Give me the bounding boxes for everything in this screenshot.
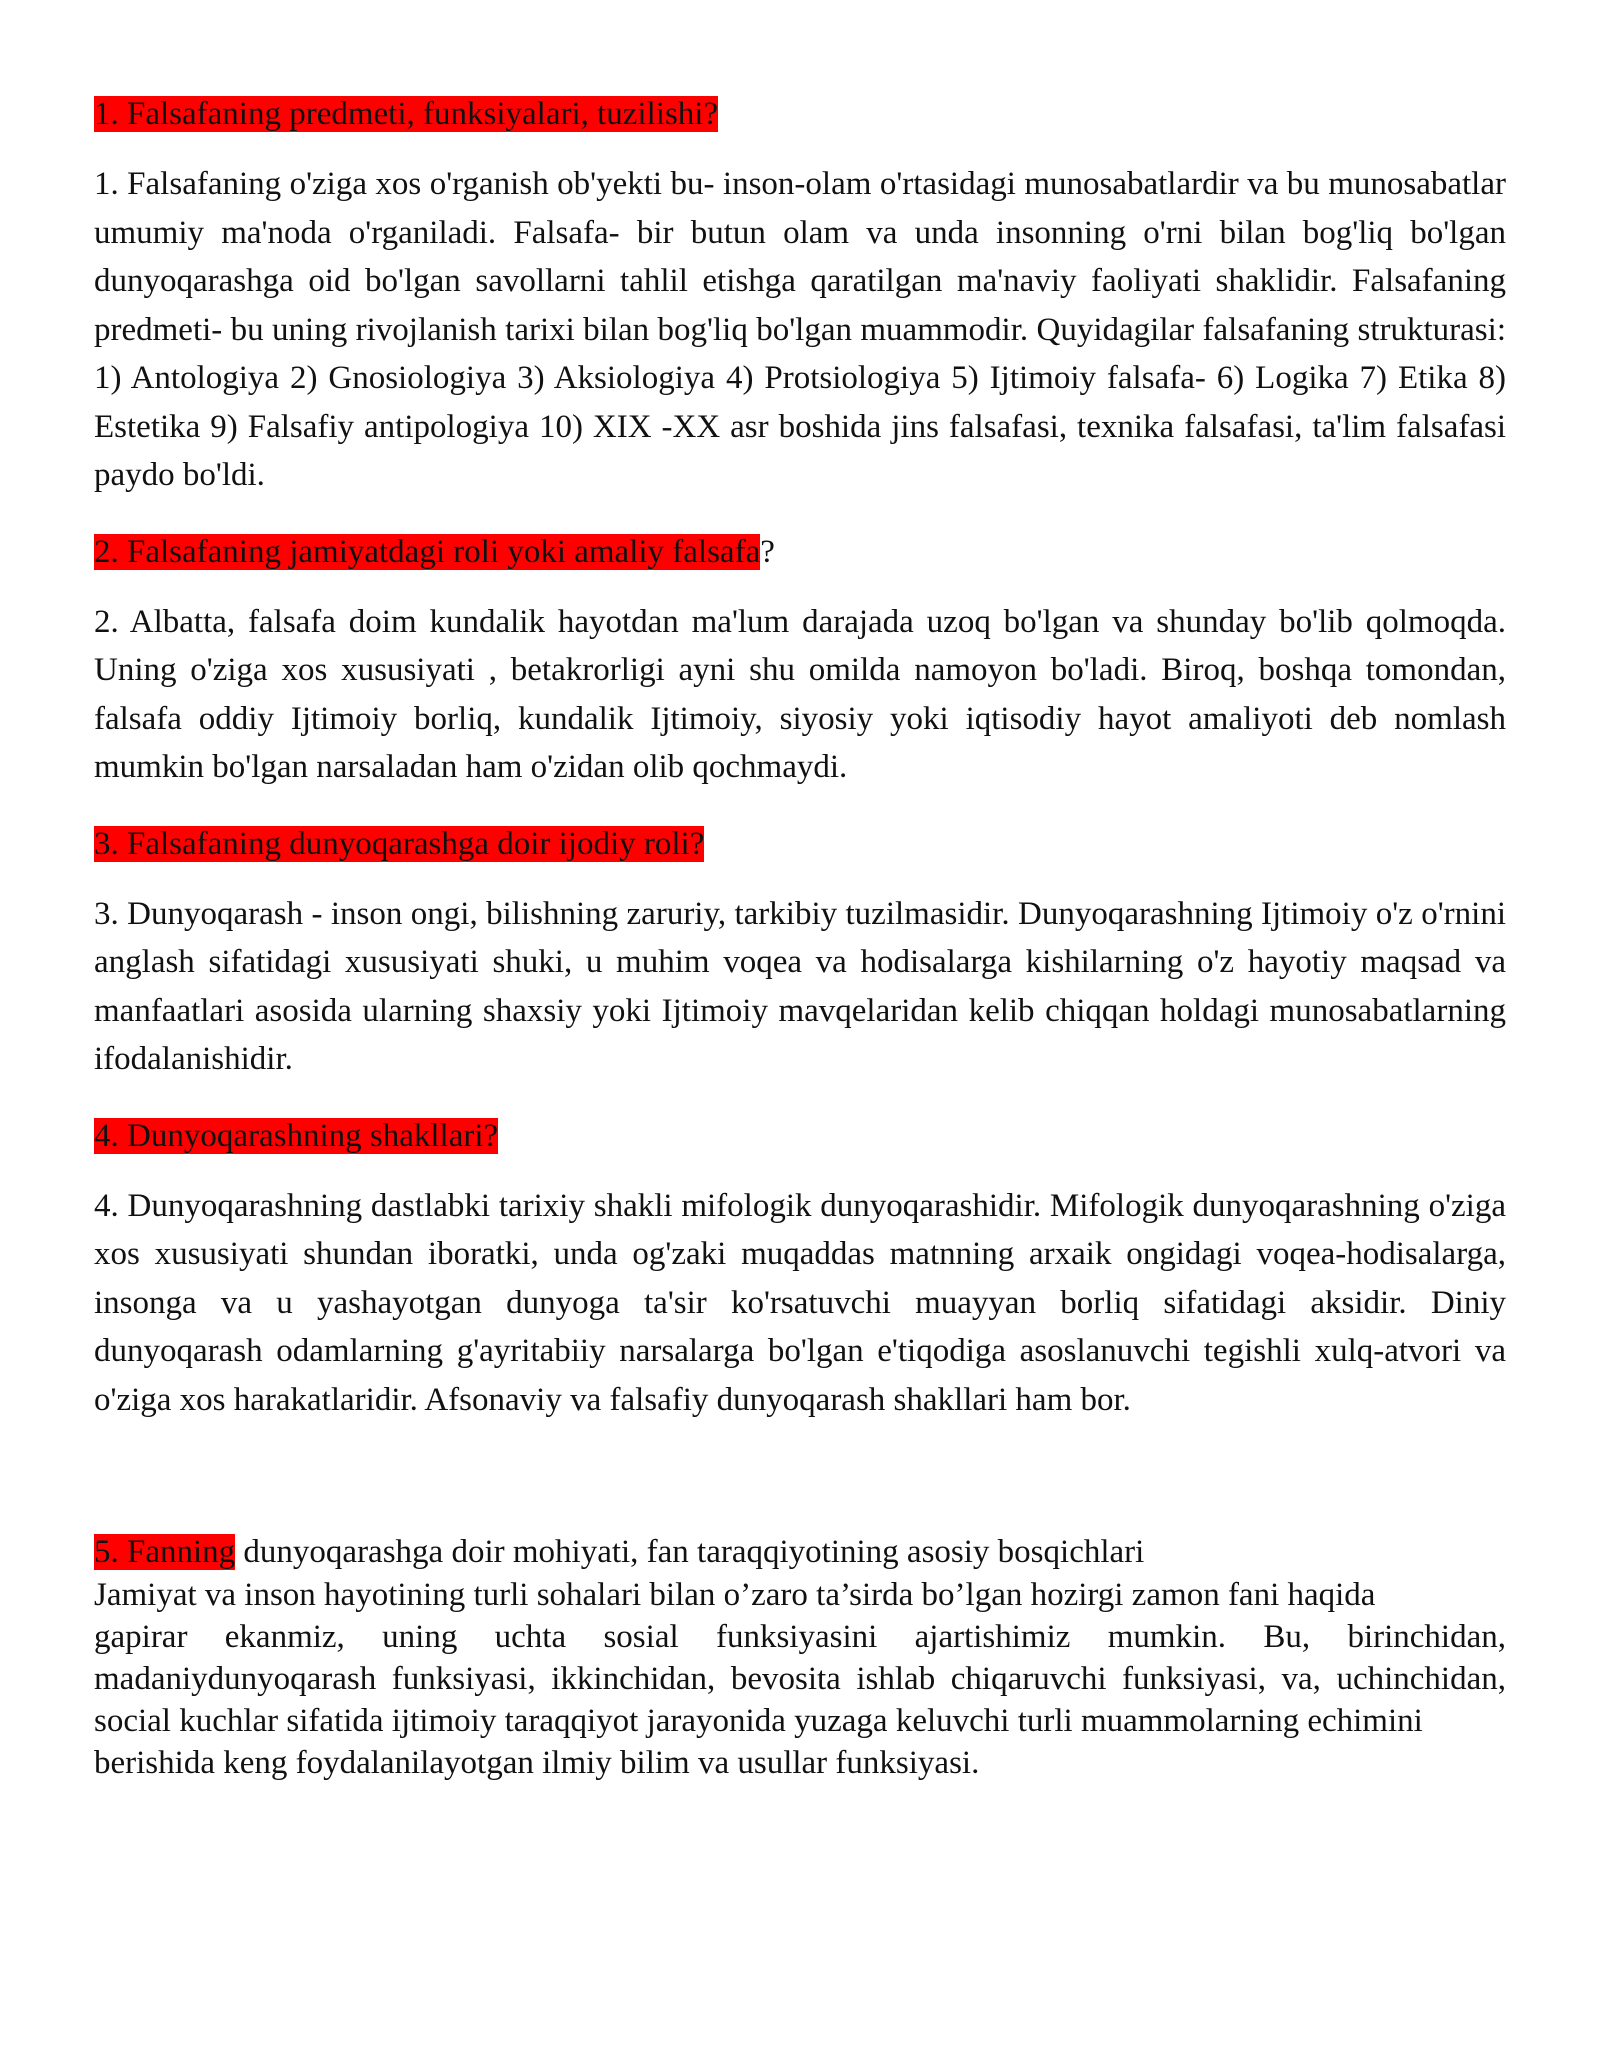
section-1-body: 1. Falsafaning o'ziga xos o'rganish ob'yekti bu- inson-olam o'rtasidagi munosabatlardir va bu munosabatlar umumiy ma'noda o'rganiladi. Falsafa- bir butun olam va unda insonning o'rni bilan bog'liq bo'lgan dunyoqarashga oid bo'lgan savollarni tahlil etishga qaratilgan ma'naviy faoliyati shaklidir. Falsafaning predmeti- bu uning rivojlanish tarixi bilan bog'liq bo'lgan muammodir. Quyidagilar falsafaning strukturasi: 1) Antologiya 2) Gnosiologiya 3) Aksiologiya 4) Protsiologiya 5) Ijtimoiy falsafa- 6) Logika 7) Etika 8) Estetika 9) Falsafiy antipologiya 10) XIX -XX asr boshida jins falsafasi, texnika falsafasi, ta'lim falsafasi paydo bo'ldi. xyxy=(94,166,1506,493)
section-3-heading xyxy=(94,822,1506,866)
section-1-heading xyxy=(94,92,1506,136)
highlighted-heading-text: 3. Falsafaning dunyoqarashga doir ijodiy roli? xyxy=(94,825,705,862)
section-4-heading xyxy=(94,1114,1506,1158)
section-5-line-2: gapirar ekanmiz, uning uchta sosial funksiyasini ajartishimiz mumkin. Bu, birinchidan, madaniydunyoqarash funksiyasi, ikkinchidan, bevosita ishlab chiqaruvchi funksiyasi, va, uchinchidan, social kuchlar sifatida ijtimoiy taraqqiyot jarayonida yuzaga keluvchi turli muammolarning echimini xyxy=(94,1619,1506,1739)
section-2-heading xyxy=(94,530,1506,574)
highlighted-heading-text: 2. Falsafaning jamiyatdagi roli yoki amaliy falsafa xyxy=(94,533,761,570)
highlighted-heading-text: 4. Dunyoqarashning shakllari? xyxy=(94,1117,499,1154)
section-5-line-3: berishida keng foydalanilayotgan ilmiy bilim va usullar funksiyasi. xyxy=(94,1745,980,1781)
section-4-body: 4. Dunyoqarashning dastlabki tarixiy shakli mifologik dunyoqarashidir. Mifologik dunyoqarashning o'ziga xos xususiyati shundan iboratki, unda og'zaki muqaddas matnning arxaik ongidagi voqea-hodisalarga, insonga va u yashayotgan dunyoga ta'sir ko'rsatuvchi muayyan borliq sifatidagi aksidir. Diniy dunyoqarash odamlarning g'ayritabiiy narsalarga bo'lgan e'tiqodiga asoslanuvchi tegishli xulq-atvori va o'ziga xos harakatlaridir. Afsonaviy va falsafiy dunyoqarash shakllari ham bor. xyxy=(94,1187,1506,1418)
section-5-body xyxy=(94,1574,1506,1784)
highlighted-heading-text: 1. Falsafaning predmeti, funksiyalari, tuzilishi? xyxy=(94,96,719,132)
section-3-body: 3. Dunyoqarash - inson ongi, bilishning zaruriy, tarkibiy tuzilmasidir. Dunyoqarashning Ijtimoiy o'z o'rnini anglash sifatidagi xususiyati shuki, u muhim voqea va hodisalarga kishilarning o'z hayotiy maqsad va manfaatlari asosida ularning shaxsiy yoki Ijtimoiy mavqelaridan kelib chiqqan holdagi munosabatlarning ifodalanishidir. xyxy=(94,895,1506,1077)
section-2-body: 2. Albatta, falsafa doim kundalik hayotdan ma'lum darajada uzoq bo'lgan va shunday bo'lib qolmoqda. Uning o'ziga xos xususiyati , betakrorligi ayni shu omilda namoyon bo'ladi. Biroq, boshqa tomondan, falsafa oddiy Ijtimoiy borliq, kundalik Ijtimoiy, siyosiy yoki iqtisodiy hayot amaliyoti deb nomlash mumkin bo'lgan narsaladan ham o'zidan olib qochmaydi. xyxy=(94,603,1506,785)
section-5-heading xyxy=(94,1530,1506,1574)
heading-suffix: dunyoqarashga doir mohiyati, fan taraqqiyotining asosiy bosqichlari xyxy=(235,1534,1145,1570)
highlighted-heading-text: 5. Fanning xyxy=(94,1534,236,1570)
heading-suffix: ? xyxy=(760,533,775,570)
document-page xyxy=(94,92,1506,1784)
section-5-line-1: Jamiyat va inson hayotining turli sohalari bilan o’zaro ta’sirda bo’lgan hozirgi zamon fani haqida xyxy=(94,1577,1376,1613)
blank-space xyxy=(94,1454,1506,1530)
